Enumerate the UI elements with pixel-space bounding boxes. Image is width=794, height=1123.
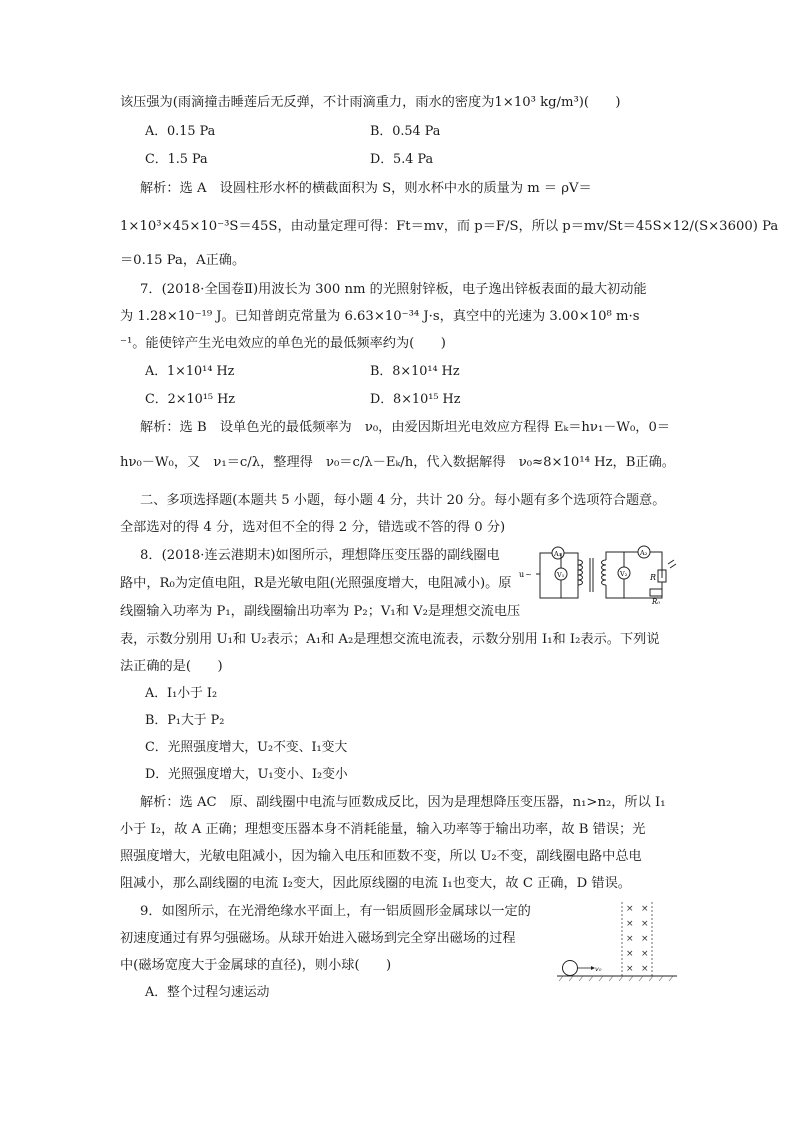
q7-solution-line-2: hν₀－W₀，又 ν₁＝c/λ，整理得 ν₀＝c/λ－Eₖ/h，代入数据解得 ν₀≈8×10¹⁴ Hz，B正确。 (120, 455, 675, 470)
q8-stem-line-5: 法正确的是( ) (120, 659, 223, 674)
circuit-label-v1: V₁ (557, 571, 565, 579)
field-cross-mark: × (641, 934, 649, 944)
q7-solution-line-1: 解析：选 B 设单色光的最低频率为 ν₀，由爱因斯坦光电效应方程得 Eₖ＝hν₁－W₀，0＝ (140, 420, 671, 435)
field-cross-mark: × (626, 949, 634, 959)
field-cross-mark: × (641, 904, 649, 914)
circuit-label-r0: R₀ (652, 598, 661, 606)
field-cross-mark: × (626, 934, 634, 944)
transformer-circuit-figure (512, 540, 680, 606)
metal-ball-icon (563, 961, 578, 976)
circuit-label-a2: A₂ (640, 549, 648, 557)
circuit-label-a1: A₁ (554, 550, 562, 558)
circuit-label-r: R (650, 573, 657, 582)
field-cross-mark: × (641, 949, 649, 959)
q8-solution-line-4: 阻减小，那么副线圈的电流 I₂变大，因此原线圈的电流 I₁也变大，故 C 正确，D 错误。 (120, 876, 631, 891)
q6-solution-line-2: 1×10³×45×10⁻³S＝45S，由动量定理可得：Ft＝mv，而 p＝F/S，所以 p＝mv/St＝45S×12/(S×3600) Pa (120, 219, 779, 234)
q8-solution-line-3: 照强度增大，光敏电阻减小，因为输入电压和匝数不变，所以 U₂不变，副线圈电路中总电 (120, 849, 642, 864)
field-cross-mark: × (641, 919, 649, 929)
fixed-resistor-r0-icon (650, 589, 662, 596)
q6-solution-line-3: ＝0.15 Pa，A正确。 (120, 253, 246, 268)
field-cross-mark: × (626, 904, 634, 914)
q8-stem-line-4: 表，示数分别用 U₁和 U₂表示；A₁和 A₂是理想交流电流表，示数分别用 I₁和 I₂表示。下列说 (120, 632, 660, 647)
q7-option-d: D．8×10¹⁵ Hz (370, 392, 461, 407)
q6-option-a: A．0.15 Pa (145, 124, 216, 139)
q8-stem-line-3: 线圈输入功率为 P₁，副线圈输出功率为 P₂；V₁和 V₂是理想交流电压 (120, 604, 521, 619)
q7-stem-line-3: ⁻¹。能使锌产生光电效应的单色光的最低频率约为( ) (120, 336, 446, 351)
circuit-label-u: u (519, 570, 525, 579)
field-cross-mark: × (626, 919, 634, 929)
q6-solution-line-1: 解析：选 A 设圆柱形水杯的横截面积为 S，则水杯中水的质量为 m ＝ ρV＝ (140, 181, 592, 196)
q8-option-b: B．P₁大于 P₂ (145, 713, 225, 728)
field-cross-mark: × (626, 964, 634, 974)
q6-option-b: B．0.54 Pa (370, 124, 441, 139)
q9-stem-line-3: 中(磁场宽度大于金属球的直径)，则小球( ) (120, 958, 392, 973)
velocity-label-v0: v₀ (595, 965, 602, 973)
circuit-label-v2: V₂ (620, 570, 628, 578)
q9-stem-line-2: 初速度通过有界匀强磁场。从球开始进入磁场到完全穿出磁场的过程 (120, 931, 516, 946)
q9-stem-line-1: 9．如图所示，在光滑绝缘水平面上，有一铝质圆形金属球以一定的 (140, 904, 531, 919)
q6-option-d: D．5.4 Pa (370, 152, 434, 167)
q8-stem-line-1: 8．(2018·连云港期末)如图所示，理想降压变压器的副线圈电 (140, 548, 500, 563)
q8-option-a: A．I₁小于 I₂ (145, 686, 218, 701)
section2-heading-line-1: 二、多项选择题(本题共 5 小题，每小题 4 分，共计 20 分。每小题有多个选项符合题意。 (140, 493, 666, 508)
q8-solution-line-1: 解析：选 AC 原、副线圈中电流与匝数成反比，因为是理想降压变压器，n₁>n₂，所以 I₁ (140, 795, 666, 810)
magnetic-field-figure (555, 898, 680, 984)
q9-option-a: A．整个过程匀速运动 (145, 985, 270, 1000)
q7-option-b: B．8×10¹⁴ Hz (370, 364, 460, 379)
q7-stem-line-2: 为 1.28×10⁻¹⁹ J。已知普朗克常量为 6.63×10⁻³⁴ J·s，真空中的光速为 3.00×10⁸ m·s (120, 309, 640, 324)
q7-option-c: C．2×10¹⁵ Hz (145, 392, 235, 407)
q7-option-a: A．1×10¹⁴ Hz (145, 364, 235, 379)
section2-heading-line-2: 全部选对的得 4 分，选对但不全的得 2 分，错选或不答的得 0 分) (120, 520, 506, 535)
q8-option-c: C．光照强度增大，U₂不变、I₁变大 (145, 740, 348, 755)
q6-option-c: C．1.5 Pa (145, 152, 208, 167)
q8-solution-line-2: 小于 I₂，故 A 正确；理想变压器本身不消耗能量，输入功率等于输出功率，故 B 错误；光 (120, 822, 646, 837)
q7-stem-line-1: 7．(2018·全国卷Ⅱ)用波长为 300 nm 的光照射锌板，电子逸出锌板表面的最大初动能 (140, 282, 647, 297)
q8-option-d: D．光照强度增大，U₁变小、I₂变小 (145, 767, 348, 782)
field-cross-mark: × (641, 964, 649, 974)
q8-stem-line-2: 路中，R₀为定值电阻，R是光敏电阻(光照强度增大，电阻减小)。原 (120, 576, 512, 591)
q6-stem-tail: 该压强为(雨滴撞击睡莲后无反弹，不计雨滴重力，雨水的密度为1×10³ kg/m³)( ) (120, 95, 621, 110)
svg-text:~: ~ (525, 570, 532, 579)
